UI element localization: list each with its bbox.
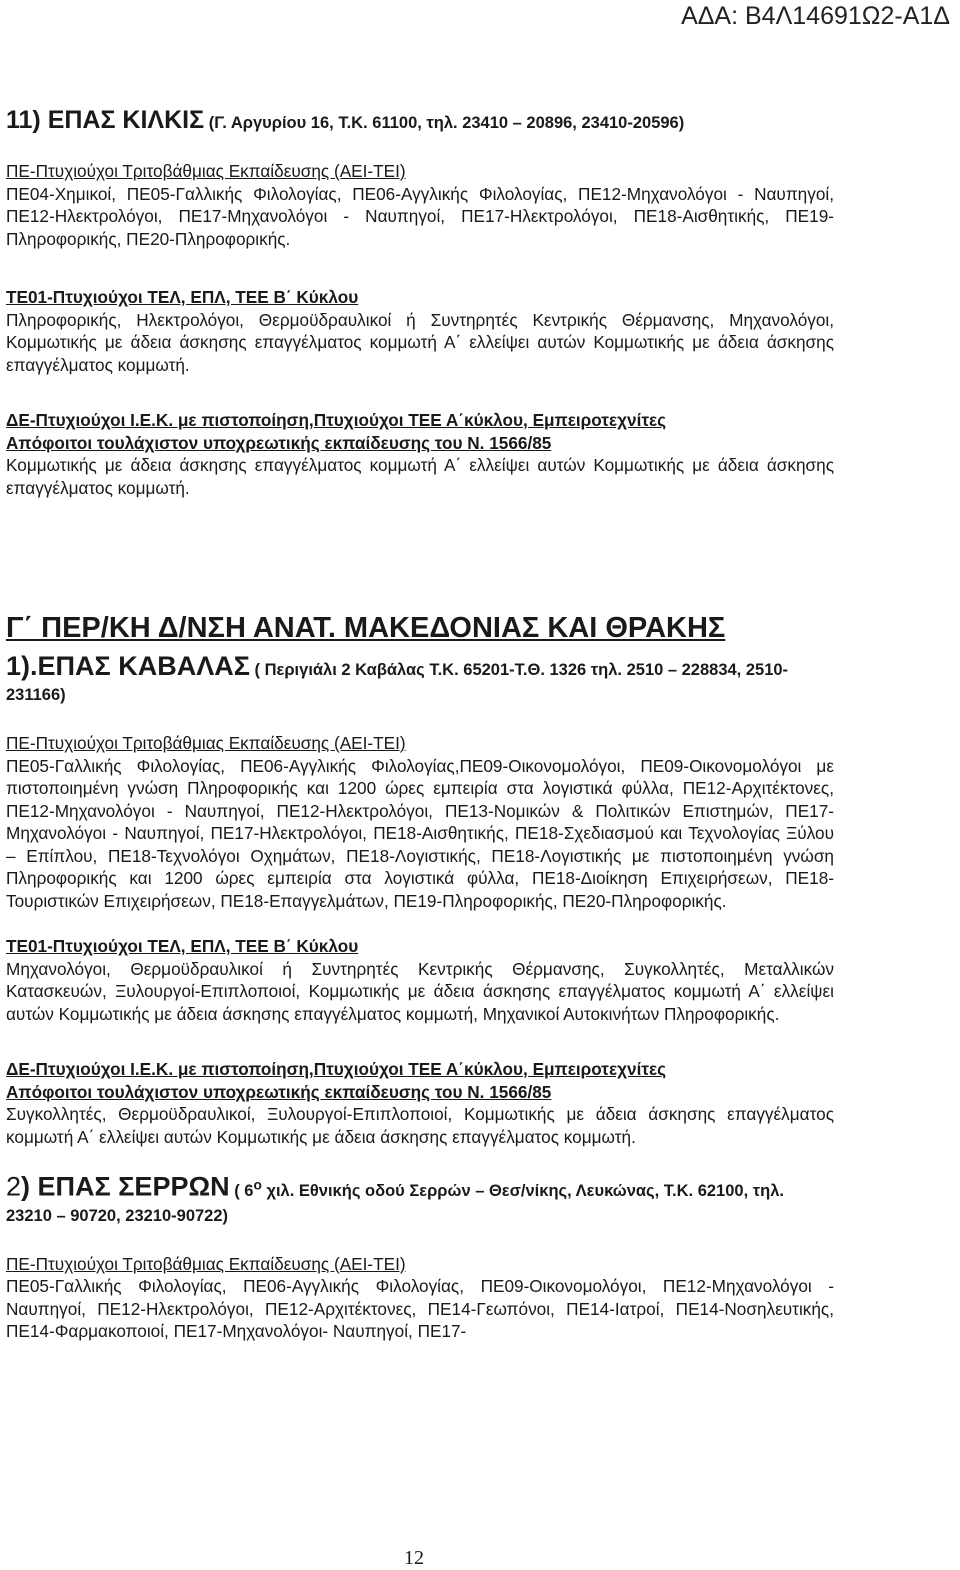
document-body — [6, 105, 834, 1343]
de-specialties: Κομμωτικής με άδεια άσκησης επαγγέλματος κομμωτή Α΄ ελλείψει αυτών Κομμωτικής με άδεια άσκησης επαγγέλματος κομμωτή. — [6, 455, 834, 498]
pe-specialties: ΠΕ05-Γαλλικής Φιλολογίας, ΠΕ06-Αγγλικής Φιλολογίας,ΠΕ09-Οικονομολόγοι, ΠΕ09-Οικονομολόγοι με πιστοποιημένη γνώση Πληροφορικής και 1200 ώρες εμπειρία στα λογιστικά φύλλα, ΠΕ12-Αρχιτέκτονες, ΠΕ12-Μηχανολόγοι - Ναυπηγοί, ΠΕ12-Ηλεκτρολόγοι, ΠΕ13-Νομικών & Πολιτικών Επιστημών, ΠΕ17-Μηχανολόγοι - Ναυπηγοί, ΠΕ17-Ηλεκτρολόγοι, ΠΕ18-Αισθητικής, ΠΕ18-Σχεδιασμού και Τεχνολογίας Ξύλου – Επίπλου, ΠΕ18-Τεχνολόγοι Οχημάτων, ΠΕ18-Λογιστικής, ΠΕ18-Λογιστικής με πιστοποιημένη γνώση Πληροφορικής και 1200 ώρες εμπειρία στα λογιστικά φύλλα, ΠΕ18-Διοίκηση Επιχειρήσεων, ΠΕ18-Τουριστικών Επιχειρήσεων, ΠΕ18-Επαγγελμάτων, ΠΕ19-Πληροφορικής, ΠΕ20-Πληροφορικής. — [6, 755, 834, 911]
school-name: ) ΕΠΑΣ ΣΕΡΡΩΝ — [21, 1171, 230, 1202]
de-heading: ΔΕ-Πτυχιούχοι Ι.Ε.Κ. με πιστοποίηση,Πτυχιούχοι ΤΕΕ Α΄κύκλου, Εμπειροτεχνίτες — [6, 410, 667, 430]
de-subheading: Απόφοιτοι τουλάχιστον υποχρεωτικής εκπαίδευσης του Ν. 1566/85 — [6, 1081, 552, 1102]
school-title-kilkis — [6, 105, 834, 138]
school-address: ( Περιγιάλι 2 Καβάλας Τ.Κ. 65201-Τ.Θ. 1326 τηλ. 2510 – 228834, 2510-231166) — [6, 661, 789, 704]
ada-code: ΑΔΑ: Β4Λ14691Ω2-Α1Δ — [681, 2, 950, 30]
school-address: ( $6^o$ χιλ. Εθνικής οδού Σερρών – Θεσ/νίκης, Λευκώνας, Τ.Κ. 62100, τηλ. 23210 – 90720, 23210-90722) — [6, 1177, 784, 1225]
pe-specialties: ΠΕ05-Γαλλικής Φιλολογίας, ΠΕ06-Αγγλικής Φιλολογίας, ΠΕ09-Οικονομολόγοι, ΠΕ12-Μηχανολόγοι - Ναυπηγοί, ΠΕ12-Ηλεκτρολόγοι, ΠΕ12-Αρχιτέκτονες, ΠΕ14-Γεωπόνοι, ΠΕ14-Ιατροί, ΠΕ14-Νοσηλευτικής, ΠΕ14-Φαρμακοποιοί, ΠΕ17-Μηχανολόγοι- Ναυπηγοί, ΠΕ17- — [6, 1276, 834, 1341]
te-section — [6, 935, 834, 1025]
de-subheading: Απόφοιτοι τουλάχιστον υποχρεωτικής εκπαίδευσης του Ν. 1566/85 — [6, 432, 552, 453]
pe-heading: ΠΕ-Πτυχιούχοι Τριτοβάθμιας Εκπαίδευσης (ΑΕΙ-ΤΕΙ) — [6, 161, 406, 181]
pe-section — [6, 160, 834, 250]
de-specialties: Συγκολλητές, Θερμοϋδραυλικοί, Ξυλουργοί-Επιπλοποιοί, Κομμωτικής με άδεια άσκησης επαγγέλματος κομμωτή Α΄ ελλείψει αυτών Κομμωτικής με άδεια άσκησης επαγγέλματος κομμωτή. — [6, 1104, 834, 1147]
pe-section — [6, 1253, 834, 1343]
school-number: 2 — [6, 1171, 22, 1202]
school-name: 11) ΕΠΑΣ ΚΙΛΚΙΣ — [6, 106, 205, 134]
pe-specialties: ΠΕ04-Χημικοί, ΠΕ05-Γαλλικής Φιλολογίας, ΠΕ06-Αγγλικής Φιλολογίας, ΠΕ12-Μηχανολόγοι - Ναυπηγοί, ΠΕ12-Ηλεκτρολόγοι, ΠΕ17-Μηχανολόγοι - Ναυπηγοί, ΠΕ17-Ηλεκτρολόγοι, ΠΕ18-Αισθητικής, ΠΕ19-Πληροφορικής, ΠΕ20-Πληροφορικής. — [6, 183, 834, 249]
school-title-serres — [6, 1173, 834, 1228]
te-heading: ΤΕ01-Πτυχιούχοι ΤΕΛ, ΕΠΛ, ΤΕΕ Β΄ Κύκλου — [6, 936, 359, 956]
pe-section — [6, 732, 834, 912]
de-section — [6, 1058, 834, 1148]
de-section — [6, 409, 834, 499]
pe-heading: ΠΕ-Πτυχιούχοι Τριτοβάθμιας Εκπαίδευσης (ΑΕΙ-ΤΕΙ) — [6, 1253, 406, 1274]
pe-heading: ΠΕ-Πτυχιούχοι Τριτοβάθμιας Εκπαίδευσης (ΑΕΙ-ΤΕΙ) — [6, 733, 406, 753]
page-number: 12 — [404, 1547, 424, 1569]
school-title-kavala — [6, 651, 834, 707]
school-name: 1).ΕΠΑΣ ΚΑΒΑΛΑΣ — [6, 651, 250, 681]
school-address: (Γ. Αργυρίου 16, Τ.Κ. 61100, τηλ. 23410 – 20896, 23410-20596) — [204, 114, 685, 132]
te-heading: ΤΕ01-Πτυχιούχοι ΤΕΛ, ΕΠΛ, ΤΕΕ Β΄ Κύκλου — [6, 287, 359, 307]
region-title: Γ΄ ΠΕΡ/ΚΗ Δ/ΝΣΗ ΑΝΑΤ. ΜΑΚΕΔΟΝΙΑΣ ΚΑΙ ΘΡΑΚΗΣ — [6, 612, 726, 644]
de-heading: ΔΕ-Πτυχιούχοι Ι.Ε.Κ. με πιστοποίηση,Πτυχιούχοι ΤΕΕ Α΄κύκλου, Εμπειροτεχνίτες — [6, 1059, 667, 1079]
te-section — [6, 286, 834, 376]
te-specialties: Μηχανολόγοι, Θερμοϋδραυλικοί ή Συντηρητές Κεντρικής Θέρμανσης, Συγκολλητές, Μεταλλικών Κατασκευών, Ξυλουργοί-Επιπλοποιοί, Κομμωτικής με άδεια άσκησης επαγγέλματος κομμωτή Α΄ ελλείψει αυτών Κομμωτικής με άδεια άσκησης επαγγέλματος κομμωτή, Μηχανικοί Αυτοκινήτων Πληροφορικής. — [6, 958, 834, 1024]
te-specialties: Πληροφορικής, Ηλεκτρολόγοι, Θερμοϋδραυλικοί ή Συντηρητές Κεντρικής Θέρμανσης, Μηχανολόγοι, Κομμωτικής με άδεια άσκησης επαγγέλματος κομμωτή Α΄ ελλείψει αυτών Κομμωτικής με άδεια άσκησης επαγγέλματος κομμωτή. — [6, 309, 834, 375]
